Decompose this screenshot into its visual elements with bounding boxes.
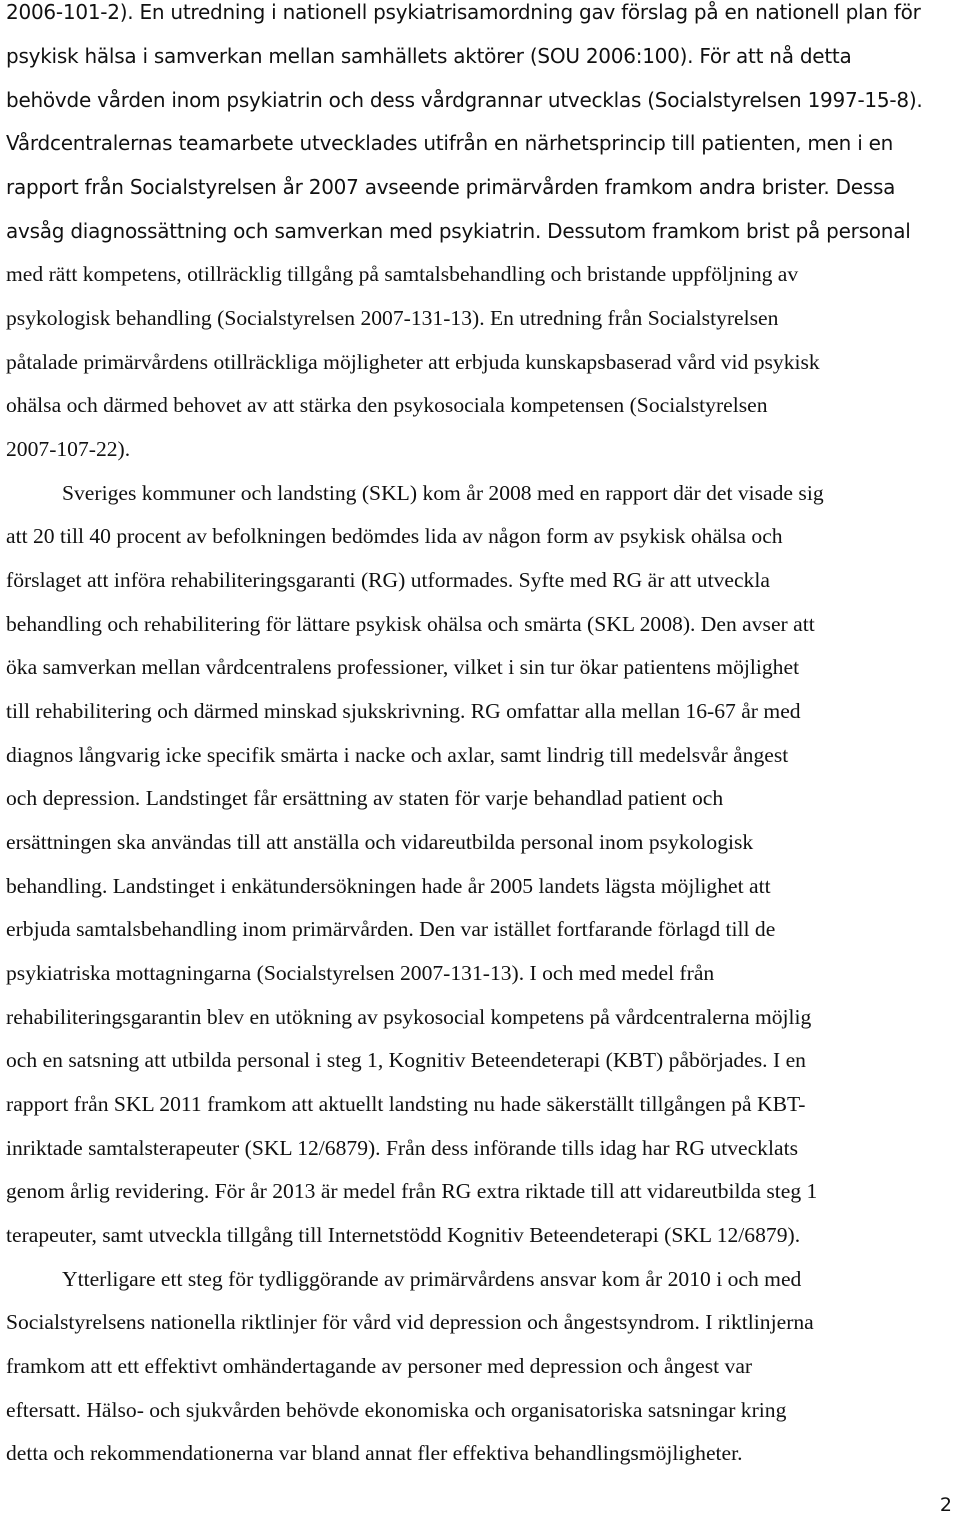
text-line: Sveriges kommuner och landsting (SKL) kom år 2008 med en rapport där det visade sig: [62, 481, 824, 505]
text-line: med rätt kompetens, otillräcklig tillgång på samtalsbehandling och bristande uppföljning av: [6, 262, 799, 286]
text-line: behandling och rehabilitering för lättare psykisk ohälsa och smärta (SKL 2008). Den avser att: [6, 612, 815, 636]
text-line: ersättningen ska användas till att anställa och vidareutbilda personal inom psykologisk: [6, 830, 754, 854]
text-line: diagnos långvarig icke specifik smärta i nacke och axlar, samt lindrig till medelsvår ångest: [6, 743, 789, 767]
text-line: inriktade samtalsterapeuter (SKL 12/6879). Från dess införande tills idag har RG utvecklats: [6, 1136, 798, 1160]
text-line: påtalade primärvårdens otillräckliga möjligheter att erbjuda kunskapsbaserad vård vid psykisk: [6, 350, 820, 374]
text-line: 2006-101-2). En utredning i nationell psykiatrisamordning gav förslag på en nationell plan för: [6, 0, 921, 24]
text-line: förslaget att införa rehabiliteringsgaranti (RG) utformades. Syfte med RG är att utveckla: [6, 568, 770, 592]
text-line: att 20 till 40 procent av befolkningen bedömdes lida av någon form av psykisk ohälsa och: [6, 524, 783, 548]
text-line: erbjuda samtalsbehandling inom primärvården. Den var istället fortfarande förlagd till de: [6, 917, 776, 941]
text-line: 2007-107-22).: [6, 437, 131, 461]
text-line: ohälsa och därmed behovet av att stärka den psykosociala kompetensen (Socialstyrelsen: [6, 393, 768, 417]
text-line: avsåg diagnossättning och samverkan med psykiatrin. Dessutom framkom brist på personal: [6, 219, 911, 243]
text-line: rapport från SKL 2011 framkom att aktuellt landsting nu hade säkerställt tillgången på KBT-: [6, 1092, 806, 1116]
text-line: eftersatt. Hälso- och sjukvården behövde ekonomiska och organisatoriska satsningar kring: [6, 1398, 787, 1422]
text-line: Ytterligare ett steg för tydliggörande av primärvårdens ansvar kom år 2010 i och med: [62, 1267, 802, 1291]
text-line: och en satsning att utbilda personal i steg 1, Kognitiv Beteendeterapi (KBT) påbörjades. I en: [6, 1048, 806, 1072]
text-line: Socialstyrelsens nationella riktlinjer för vård vid depression och ångestsyndrom. I riktlinjerna: [6, 1310, 814, 1334]
text-line: öka samverkan mellan vårdcentralens professioner, vilket i sin tur ökar patientens möjlighet: [6, 655, 800, 679]
text-line: och depression. Landstinget får ersättning av staten för varje behandlad patient och: [6, 786, 724, 810]
text-line: framkom att ett effektivt omhändertagande av personer med depression och ångest var: [6, 1354, 753, 1378]
text-line: behandling. Landstinget i enkätundersökningen hade år 2005 landets lägsta möjlighet att: [6, 874, 771, 898]
page-number: 2: [939, 1494, 952, 1515]
text-line: till rehabilitering och därmed minskad sjukskrivning. RG omfattar alla mellan 16-67 år med: [6, 699, 801, 723]
text-line: psykologisk behandling (Socialstyrelsen 2007-131-13). En utredning från Socialstyrelsen: [6, 306, 779, 330]
text-line: Vårdcentralernas teamarbete utvecklades utifrån en närhetsprincip till patienten, men i en: [6, 131, 894, 155]
text-line: detta och rekommendationerna var bland annat fler effektiva behandlingsmöjligheter.: [6, 1441, 743, 1465]
text-line: terapeuter, samt utveckla tillgång till Internetstödd Kognitiv Beteendeterapi (SKL 12/6879).: [6, 1223, 801, 1247]
text-line: rehabiliteringsgarantin blev en utökning av psykosocial kompetens på vårdcentralerna möjlig: [6, 1005, 812, 1029]
text-line: psykisk hälsa i samverkan mellan samhällets aktörer (SOU 2006:100). För att nå detta: [6, 44, 852, 68]
text-line: psykiatriska mottagningarna (Socialstyrelsen 2007-131-13). I och med medel från: [6, 961, 715, 985]
text-line: behövde vården inom psykiatrin och dess vårdgrannar utvecklas (Socialstyrelsen 1997-15-8).: [6, 88, 923, 112]
text-line: genom årlig revidering. För år 2013 är medel från RG extra riktade till att vidareutbilda steg 1: [6, 1179, 818, 1203]
text-line: rapport från Socialstyrelsen år 2007 avseende primärvården framkom andra brister. Dessa: [6, 175, 896, 199]
